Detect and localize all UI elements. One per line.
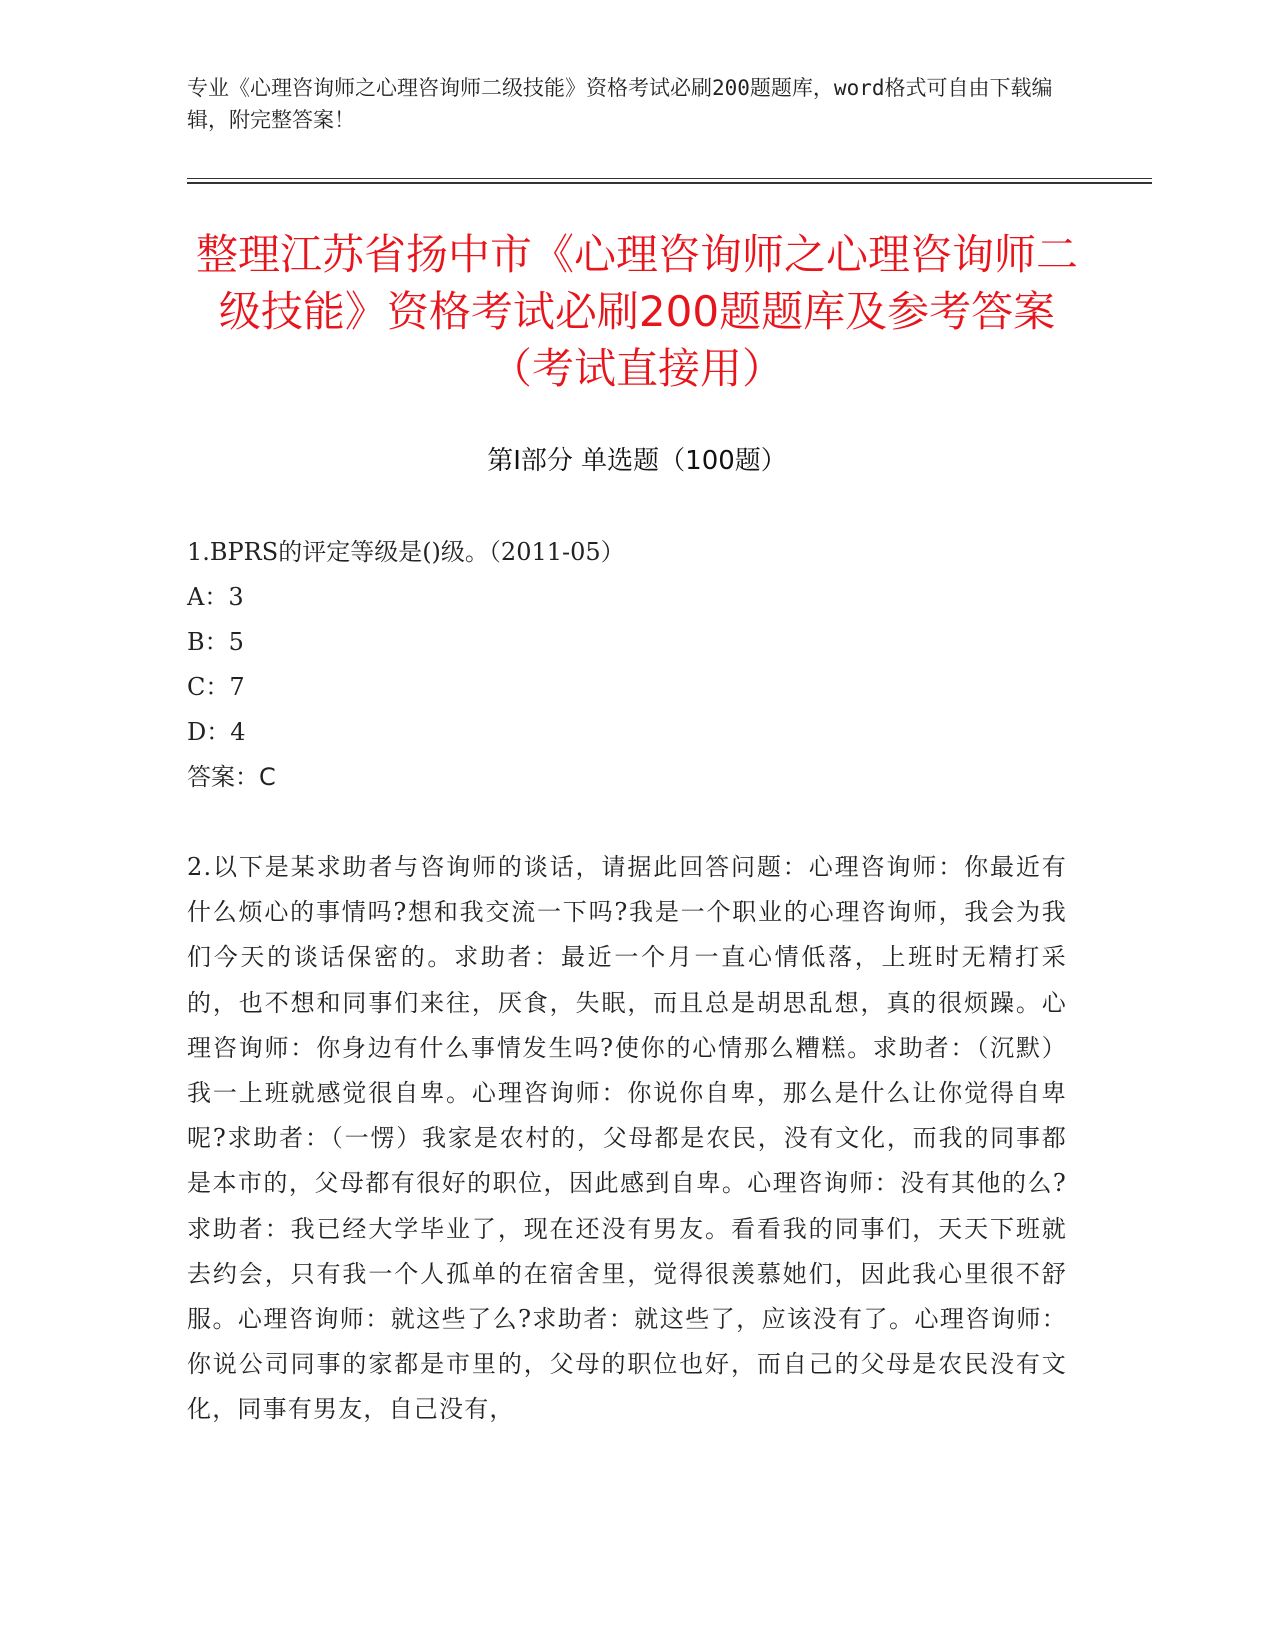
- document-title: 整理江苏省扬中市《心理咨询师之心理咨询师二级技能》资格考试必刷200题题库及参考答案（考试直接用）: [195, 230, 1078, 393]
- question-1-option-c: C：7: [187, 673, 245, 701]
- question-1-option-d: D：4: [187, 718, 246, 746]
- question-2-stem: 2.以下是某求助者与咨询师的谈话，请据此回答问题：心理咨询师：你最近有什么烦心的事情吗?想和我交流一下吗?我是一个职业的心理咨询师，我会为我们今天的谈话保密的。求助者：最近一个月一直心情低落，上班时无精打采的，也不想和同事们来往，厌食，失眠，而且总是胡思乱想，真的很烦躁。心理咨询师：你身边有什么事情发生吗?使你的心情那么糟糕。求助者：（沉默）我一上班就感觉很自卑。心理咨询师：你说你自卑，那么是什么让你觉得自卑呢?求助者：（一愣）我家是农村的，父母都是农民，没有文化，而我的同事都是本市的，父母都有很好的职位，因此感到自卑。心理咨询师：没有其他的么?求助者：我已经大学毕业了，现在还没有男友。看看我的同事们，天天下班就去约会，只有我一个人孤单的在宿舍里，觉得很羡慕她们，因此我心里很不舒服。心理咨询师：就这些了么?求助者：就这些了，应该没有了。心理咨询师：你说公司同事的家都是市里的，父母的职位也好，而自己的父母是农民没有文化，同事有男友，自己没有，: [187, 853, 1067, 1424]
- question-1-answer: 答案：C: [187, 763, 276, 791]
- question-1-option-b: B：5: [187, 628, 244, 656]
- question-1-option-a: A：3: [187, 583, 244, 611]
- question-1-stem: 1.BPRS的评定等级是()级。（2011-05）: [187, 538, 625, 566]
- question-1: [187, 530, 1087, 800]
- header-note: 专业《心理咨询师之心理咨询师二级技能》资格考试必刷200题题库，word格式可自由下载编辑，附完整答案！: [187, 76, 1053, 132]
- section-title: 第Ⅰ部分 单选题（100题）: [487, 446, 787, 476]
- header-divider-thick: [187, 182, 1152, 184]
- header-divider-thin: [187, 178, 1152, 179]
